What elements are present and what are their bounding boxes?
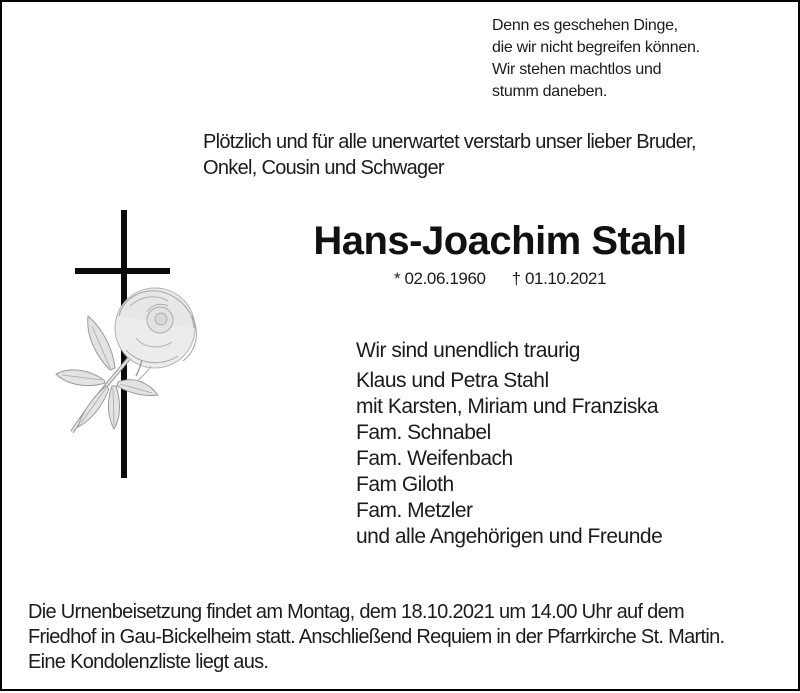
deceased-name: Hans-Joachim Stahl: [313, 219, 687, 263]
funeral-info-line: Friedhof in Gau-Bickelheim statt. Anschließend Requiem in der Pfarrkirche St. Martin.: [28, 626, 725, 648]
epigraph-line: stumm daneben.: [492, 83, 607, 100]
funeral-info: [28, 600, 768, 675]
mourner: und alle Angehörigen und Freunde: [356, 525, 663, 548]
intro-line: Onkel, Cousin und Schwager: [203, 157, 444, 179]
funeral-info-line: Eine Kondolenzliste liegt aus.: [28, 651, 269, 673]
life-dates: [200, 269, 800, 289]
intro-line: Plötzlich und für alle unerwartet verstarb unser lieber Bruder,: [203, 131, 696, 153]
mourner: Fam. Schnabel: [356, 421, 491, 444]
epigraph-verse: [492, 15, 700, 103]
mourner: Fam. Metzler: [356, 499, 473, 522]
mourner: Fam Giloth: [356, 473, 454, 496]
epigraph-line: Denn es geschehen Dinge,: [492, 17, 678, 34]
intro-text: [203, 129, 696, 181]
cross-horizontal-bar: [75, 268, 170, 274]
mourning-lead: Wir sind unendlich traurig: [356, 339, 580, 362]
mourner: Fam. Weifenbach: [356, 447, 513, 470]
epigraph-line: die wir nicht begreifen können.: [492, 39, 700, 56]
epigraph-line: Wir stehen machtlos und: [492, 61, 662, 78]
death-date: † 01.10.2021: [511, 269, 607, 288]
deceased-block: [200, 220, 800, 289]
mourner: Klaus und Petra Stahl: [356, 369, 549, 392]
mourner: mit Karsten, Miriam und Franziska: [356, 395, 659, 418]
funeral-info-line: Die Urnenbeisetzung findet am Montag, dem 18.10.2021 um 14.00 Uhr auf dem: [28, 601, 684, 623]
rose-icon: [48, 278, 218, 448]
mourners-block: [356, 338, 662, 550]
birth-date: * 02.06.1960: [393, 269, 486, 288]
